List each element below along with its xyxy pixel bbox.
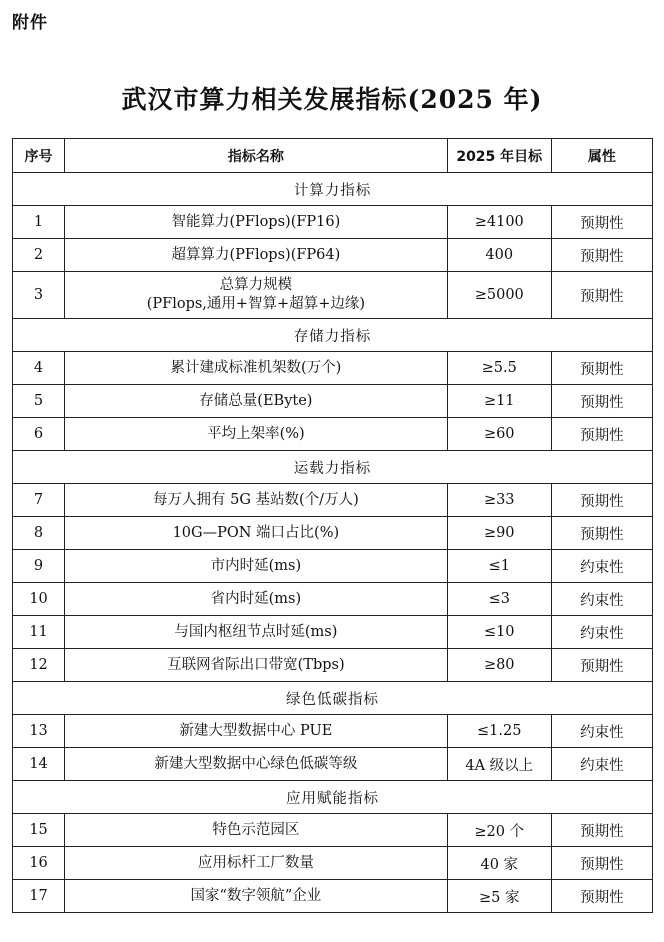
- cell-attribute: 预期性: [551, 239, 652, 272]
- cell-indicator-name: 应用标杆工厂数量: [65, 847, 448, 880]
- table-row: [13, 352, 653, 385]
- section-title: 计算力指标: [13, 173, 653, 206]
- cell-indicator-name: 新建大型数据中心绿色低碳等级: [65, 748, 448, 781]
- table-row: [13, 814, 653, 847]
- cell-target: ≥11: [447, 385, 551, 418]
- cell-number: 13: [13, 715, 65, 748]
- table-row: [13, 484, 653, 517]
- cell-target: ≤3: [447, 583, 551, 616]
- table-row: [13, 715, 653, 748]
- cell-attribute: 预期性: [551, 847, 652, 880]
- indicator-table: [12, 138, 653, 913]
- cell-indicator-name: 智能算力(PFlops)(FP16): [65, 206, 448, 239]
- cell-indicator-name: 平均上架率(%): [65, 418, 448, 451]
- section-title: 存储力指标: [13, 319, 653, 352]
- cell-indicator-name: 每万人拥有 5G 基站数(个/万人): [65, 484, 448, 517]
- cell-indicator-name: 超算算力(PFlops)(FP64): [65, 239, 448, 272]
- table-row: [13, 550, 653, 583]
- section-row: [13, 173, 653, 206]
- cell-number: 4: [13, 352, 65, 385]
- cell-number: 12: [13, 649, 65, 682]
- cell-number: 14: [13, 748, 65, 781]
- cell-target: 40 家: [447, 847, 551, 880]
- cell-attribute: 预期性: [551, 418, 652, 451]
- cell-number: 9: [13, 550, 65, 583]
- cell-target: ≤10: [447, 616, 551, 649]
- section-title: 运载力指标: [13, 451, 653, 484]
- cell-target: 400: [447, 239, 551, 272]
- attachment-label: 附件: [12, 13, 48, 33]
- table-header-row: [13, 139, 653, 173]
- cell-indicator-name: 存储总量(EByte): [65, 385, 448, 418]
- table-row: [13, 385, 653, 418]
- cell-indicator-name: 国家“数字领航”企业: [65, 880, 448, 913]
- cell-attribute: 约束性: [551, 550, 652, 583]
- cell-number: 10: [13, 583, 65, 616]
- cell-target: ≥60: [447, 418, 551, 451]
- cell-indicator-name: 累计建成标准机架数(万个): [65, 352, 448, 385]
- cell-indicator-name: 10G—PON 端口占比(%): [65, 517, 448, 550]
- cell-number: 2: [13, 239, 65, 272]
- cell-indicator-name: 总算力规模 (PFlops,通用+智算+超算+边缘): [65, 272, 448, 319]
- cell-attribute: 预期性: [551, 484, 652, 517]
- cell-indicator-name: 与国内枢纽节点时延(ms): [65, 616, 448, 649]
- cell-indicator-name: 市内时延(ms): [65, 550, 448, 583]
- cell-attribute: 约束性: [551, 583, 652, 616]
- cell-number: 3: [13, 272, 65, 319]
- cell-target: ≥5000: [447, 272, 551, 319]
- cell-number: 16: [13, 847, 65, 880]
- cell-number: 17: [13, 880, 65, 913]
- cell-target: ≥5 家: [447, 880, 551, 913]
- cell-number: 15: [13, 814, 65, 847]
- cell-attribute: 约束性: [551, 748, 652, 781]
- table-row: [13, 206, 653, 239]
- cell-target: ≥20 个: [447, 814, 551, 847]
- table-row: [13, 616, 653, 649]
- cell-attribute: 预期性: [551, 880, 652, 913]
- section-title: 绿色低碳指标: [13, 682, 653, 715]
- cell-target: ≤1.25: [447, 715, 551, 748]
- section-title: 应用赋能指标: [13, 781, 653, 814]
- table-row: [13, 880, 653, 913]
- cell-attribute: 预期性: [551, 649, 652, 682]
- cell-target: 4A 级以上: [447, 748, 551, 781]
- page-title: 武汉市算力相关发展指标(2025 年): [121, 85, 543, 114]
- header-target-2025: 2025 年目标: [447, 139, 551, 173]
- table-row: [13, 847, 653, 880]
- cell-attribute: 预期性: [551, 385, 652, 418]
- cell-attribute: 预期性: [551, 352, 652, 385]
- cell-number: 11: [13, 616, 65, 649]
- section-row: [13, 319, 653, 352]
- table-body: [13, 173, 653, 913]
- cell-indicator-name: 省内时延(ms): [65, 583, 448, 616]
- cell-attribute: 预期性: [551, 272, 652, 319]
- table-row: [13, 517, 653, 550]
- cell-number: 7: [13, 484, 65, 517]
- cell-target: ≥80: [447, 649, 551, 682]
- cell-attribute: 预期性: [551, 206, 652, 239]
- cell-target: ≥33: [447, 484, 551, 517]
- cell-target: ≤1: [447, 550, 551, 583]
- header-number: 序号: [13, 139, 65, 173]
- cell-number: 5: [13, 385, 65, 418]
- cell-target: ≥90: [447, 517, 551, 550]
- section-row: [13, 781, 653, 814]
- cell-indicator-name: 特色示范园区: [65, 814, 448, 847]
- table-row: [13, 418, 653, 451]
- cell-target: ≥4100: [447, 206, 551, 239]
- header-indicator-name: 指标名称: [65, 139, 448, 173]
- section-row: [13, 682, 653, 715]
- cell-attribute: 预期性: [551, 814, 652, 847]
- cell-number: 6: [13, 418, 65, 451]
- cell-number: 1: [13, 206, 65, 239]
- table-row: [13, 239, 653, 272]
- section-row: [13, 451, 653, 484]
- cell-indicator-name: 新建大型数据中心 PUE: [65, 715, 448, 748]
- table-row: [13, 583, 653, 616]
- cell-attribute: 预期性: [551, 517, 652, 550]
- cell-number: 8: [13, 517, 65, 550]
- table-row: [13, 649, 653, 682]
- table-row: [13, 272, 653, 319]
- cell-attribute: 约束性: [551, 616, 652, 649]
- cell-indicator-name: 互联网省际出口带宽(Tbps): [65, 649, 448, 682]
- header-attribute: 属性: [551, 139, 652, 173]
- cell-attribute: 约束性: [551, 715, 652, 748]
- cell-target: ≥5.5: [447, 352, 551, 385]
- table-row: [13, 748, 653, 781]
